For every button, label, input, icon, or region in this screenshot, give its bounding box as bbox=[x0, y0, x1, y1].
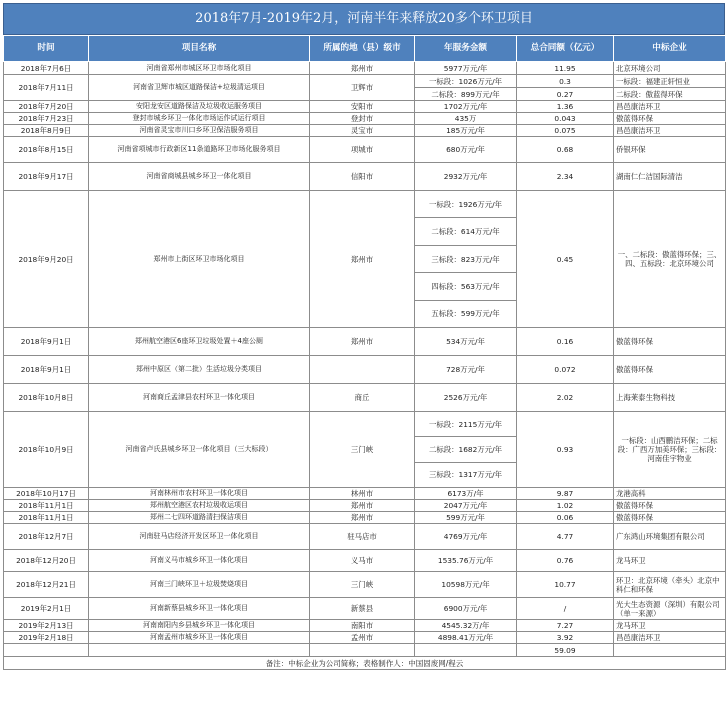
city-cell: 义马市 bbox=[310, 550, 415, 572]
contract-cell: 0.06 bbox=[517, 512, 614, 524]
city-cell: 郑州市 bbox=[310, 328, 415, 356]
fee-cell bbox=[415, 412, 517, 488]
contract-cell: 0.075 bbox=[517, 125, 614, 137]
fee-cell: 534万元/年 bbox=[415, 328, 517, 356]
date-cell: 2018年10月17日 bbox=[4, 488, 89, 500]
project-cell: 河南驻马店经济开发区环卫一体化项目 bbox=[89, 524, 310, 550]
project-cell: 安阳龙安区道路保洁及垃圾收运服务项目 bbox=[89, 101, 310, 113]
city-cell: 三门峡 bbox=[310, 412, 415, 488]
table-row bbox=[4, 191, 726, 328]
contract-cell: 9.87 bbox=[517, 488, 614, 500]
contract-cell: / bbox=[517, 598, 614, 620]
city-cell: 灵宝市 bbox=[310, 125, 415, 137]
date-cell: 2018年7月23日 bbox=[4, 113, 89, 125]
project-cell: 郑州二七四环道路清扫保洁项目 bbox=[89, 512, 310, 524]
fee-cell: 1702万元/年 bbox=[415, 101, 517, 113]
table-row bbox=[4, 412, 726, 488]
header-row bbox=[4, 36, 726, 62]
fee-cell: 599万元/年 bbox=[415, 512, 517, 524]
project-cell: 河南新蔡县城乡环卫一体化项目 bbox=[89, 598, 310, 620]
table-row bbox=[4, 620, 726, 632]
total-row bbox=[4, 644, 726, 657]
winner-cell: 傲蓝得环保 bbox=[614, 512, 726, 524]
contract-cell: 0.76 bbox=[517, 550, 614, 572]
project-cell: 郑州中原区（第二批）生活垃圾分类项目 bbox=[89, 356, 310, 384]
winner-cell: 傲蓝得环保 bbox=[614, 356, 726, 384]
winner-cell: 侨银环保 bbox=[614, 137, 726, 163]
winner-cell: 傲蓝得环保 bbox=[614, 328, 726, 356]
city-cell: 南阳市 bbox=[310, 620, 415, 632]
date-cell: 2018年8月15日 bbox=[4, 137, 89, 163]
date-cell: 2018年7月6日 bbox=[4, 62, 89, 75]
table-row bbox=[4, 101, 726, 113]
table-row bbox=[4, 113, 726, 125]
city-cell: 三门峡 bbox=[310, 572, 415, 598]
date-cell: 2018年7月11日 bbox=[4, 75, 89, 101]
city-cell: 安阳市 bbox=[310, 101, 415, 113]
table-row bbox=[4, 356, 726, 384]
date-cell: 2019年2月1日 bbox=[4, 598, 89, 620]
winner-cell: 上海莱泰生物科技 bbox=[614, 384, 726, 412]
city-cell: 登封市 bbox=[310, 113, 415, 125]
city-cell bbox=[310, 356, 415, 384]
table-title: 2018年7月-2019年2月，河南半年来释放20多个环卫项目 bbox=[3, 3, 725, 35]
city-cell: 郑州市 bbox=[310, 191, 415, 328]
winner-cell: 昌邑康洁环卫 bbox=[614, 632, 726, 644]
project-cell: 郑州航空港区农村垃圾收运项目 bbox=[89, 500, 310, 512]
project-cell: 河南南阳内乡县城乡环卫一体化项目 bbox=[89, 620, 310, 632]
date-cell: 2018年9月20日 bbox=[4, 191, 89, 328]
contract-cell: 11.95 bbox=[517, 62, 614, 75]
date-cell: 2018年11月1日 bbox=[4, 512, 89, 524]
winner-cell: 龙马环卫 bbox=[614, 550, 726, 572]
winner-cell: 北京环境公司 bbox=[614, 62, 726, 75]
winner-cell: 湖南仁仁洁国际清洁 bbox=[614, 163, 726, 191]
table-row bbox=[4, 572, 726, 598]
fee-cell: 2932万元/年 bbox=[415, 163, 517, 191]
city-cell: 郑州市 bbox=[310, 512, 415, 524]
project-cell: 河南省卢氏县城乡环卫一体化项目（三大标段） bbox=[89, 412, 310, 488]
header-city: 所属的地（县）级市 bbox=[310, 36, 415, 62]
total-blank bbox=[4, 644, 89, 657]
fee-segment: 三标段：823万元/年 bbox=[415, 246, 516, 273]
date-cell: 2018年12月21日 bbox=[4, 572, 89, 598]
project-cell: 郑州航空港区6座环卫垃圾处置＋4座公厕 bbox=[89, 328, 310, 356]
contract-cell: 1.36 bbox=[517, 101, 614, 113]
total-blank bbox=[614, 644, 726, 657]
winner-cell: 广东鸿山环境集团有限公司 bbox=[614, 524, 726, 550]
fee-cell: 一标段：1026万元/年 bbox=[415, 75, 517, 88]
winner-cell: 昌邑康洁环卫 bbox=[614, 125, 726, 137]
table-row bbox=[4, 384, 726, 412]
contract-cell: 2.34 bbox=[517, 163, 614, 191]
project-cell: 河南义马市城乡环卫一体化项目 bbox=[89, 550, 310, 572]
project-cell: 登封市城乡环卫一体化市场运作试运行项目 bbox=[89, 113, 310, 125]
fee-segment: 三标段：1317万元/年 bbox=[428, 470, 503, 480]
date-cell: 2018年10月8日 bbox=[4, 384, 89, 412]
fee-cell: 6173万/年 bbox=[415, 488, 517, 500]
city-cell: 郑州市 bbox=[310, 500, 415, 512]
fee-cell: 6900万元/年 bbox=[415, 598, 517, 620]
project-cell: 河南林州市农村环卫一体化项目 bbox=[89, 488, 310, 500]
projects-table bbox=[3, 35, 726, 670]
total-blank bbox=[89, 644, 310, 657]
header-contract: 总合同额（亿元） bbox=[517, 36, 614, 62]
contract-cell: 0.043 bbox=[517, 113, 614, 125]
contract-cell: 7.27 bbox=[517, 620, 614, 632]
table-row bbox=[4, 524, 726, 550]
winner-cell: 一标段：山西鹏洁环保；二标段：广西万加美环保；三标段：河南佳宇物业 bbox=[614, 412, 726, 488]
project-cell: 河南省郑州市城区环卫市场化项目 bbox=[89, 62, 310, 75]
winner-cell: 环卫：北京环境（牵头）北京中科仁和环保 bbox=[614, 572, 726, 598]
city-cell: 信阳市 bbox=[310, 163, 415, 191]
project-cell: 河南商丘孟津县农村环卫一体化项目 bbox=[89, 384, 310, 412]
date-cell: 2019年2月18日 bbox=[4, 632, 89, 644]
fee-segment: 一标段：2115万元/年 bbox=[415, 412, 516, 437]
fee-segment: 四标段：563万元/年 bbox=[415, 273, 516, 300]
fee-cell bbox=[415, 191, 517, 328]
contract-cell: 0.3 bbox=[517, 75, 614, 88]
table-row bbox=[4, 328, 726, 356]
project-cell: 河南省项城市行政新区11条道路环卫市场化服务项目 bbox=[89, 137, 310, 163]
fee-cell: 435万 bbox=[415, 113, 517, 125]
date-cell: 2018年7月20日 bbox=[4, 101, 89, 113]
city-cell: 项城市 bbox=[310, 137, 415, 163]
total-blank bbox=[310, 644, 415, 657]
fee-segment: 二标段：614万元/年 bbox=[415, 218, 516, 245]
table-row bbox=[4, 125, 726, 137]
city-cell: 商丘 bbox=[310, 384, 415, 412]
project-cell: 河南省卫辉市城区道路保洁+垃圾清运项目 bbox=[89, 75, 310, 101]
table-row bbox=[4, 632, 726, 644]
contract-cell: 4.77 bbox=[517, 524, 614, 550]
winner-cell: 光大生态资源（深圳）有限公司（单一来源） bbox=[614, 598, 726, 620]
fee-cell: 1535.76万元/年 bbox=[415, 550, 517, 572]
fee-cell: 728万元/年 bbox=[415, 356, 517, 384]
header-winner: 中标企业 bbox=[614, 36, 726, 62]
fee-segment: 一标段：1926万元/年 bbox=[415, 191, 516, 218]
city-cell: 孟州市 bbox=[310, 632, 415, 644]
contract-cell: 2.02 bbox=[517, 384, 614, 412]
fee-cell: 4545.32万/年 bbox=[415, 620, 517, 632]
fee-cell: 10598万元/年 bbox=[415, 572, 517, 598]
fee-cell: 185万元/年 bbox=[415, 125, 517, 137]
header-date: 时间 bbox=[4, 36, 89, 62]
table-row bbox=[4, 598, 726, 620]
fee-cell: 4898.41万元/年 bbox=[415, 632, 517, 644]
fee-cell: 2047万元/年 bbox=[415, 500, 517, 512]
date-cell: 2018年9月17日 bbox=[4, 163, 89, 191]
project-cell: 河南省灵宝市川口乡环卫保洁服务项目 bbox=[89, 125, 310, 137]
table-row bbox=[4, 512, 726, 524]
winner-cell: 二标段：傲蓝得环保 bbox=[614, 88, 726, 101]
contract-cell: 3.92 bbox=[517, 632, 614, 644]
project-cell: 河南孟州市城乡环卫一体化项目 bbox=[89, 632, 310, 644]
date-cell: 2018年10月9日 bbox=[4, 412, 89, 488]
total-blank bbox=[415, 644, 517, 657]
header-annual-fee: 年服务金额 bbox=[415, 36, 517, 62]
fee-cell: 5977万元/年 bbox=[415, 62, 517, 75]
winner-cell: 傲蓝得环保 bbox=[614, 113, 726, 125]
city-cell: 林州市 bbox=[310, 488, 415, 500]
contract-cell: 0.072 bbox=[517, 356, 614, 384]
note-row bbox=[4, 657, 726, 670]
contract-cell: 0.93 bbox=[517, 412, 614, 488]
fee-cell: 4769万元/年 bbox=[415, 524, 517, 550]
winner-cell: 龙马环卫 bbox=[614, 620, 726, 632]
table-row bbox=[4, 550, 726, 572]
winner-cell: 龙港高科 bbox=[614, 488, 726, 500]
winner-cell: 一、二标段：傲蓝得环保；三、四、五标段：北京环境公司 bbox=[614, 191, 726, 328]
table-row bbox=[4, 488, 726, 500]
city-cell: 卫辉市 bbox=[310, 75, 415, 101]
winner-cell: 昌邑康洁环卫 bbox=[614, 101, 726, 113]
date-cell: 2018年8月9日 bbox=[4, 125, 89, 137]
table-row bbox=[4, 500, 726, 512]
project-table-sheet bbox=[3, 3, 725, 670]
table-row bbox=[4, 75, 726, 88]
date-cell: 2018年9月1日 bbox=[4, 356, 89, 384]
project-cell: 河南省商城县城乡环卫一体化项目 bbox=[89, 163, 310, 191]
winner-cell: 傲蓝得环保 bbox=[614, 500, 726, 512]
contract-cell: 0.45 bbox=[517, 191, 614, 328]
contract-cell: 0.27 bbox=[517, 88, 614, 101]
winner-cell: 一标段：福建正轩恒业 bbox=[614, 75, 726, 88]
project-cell: 郑州市上街区环卫市场化项目 bbox=[89, 191, 310, 328]
city-cell: 新蔡县 bbox=[310, 598, 415, 620]
fee-segment: 二标段：1682万元/年 bbox=[415, 437, 516, 462]
table-row bbox=[4, 62, 726, 75]
fee-segment: 五标段：599万元/年 bbox=[431, 309, 500, 319]
fee-cell: 2526万元/年 bbox=[415, 384, 517, 412]
date-cell: 2018年12月20日 bbox=[4, 550, 89, 572]
header-project: 项目名称 bbox=[89, 36, 310, 62]
contract-cell: 10.77 bbox=[517, 572, 614, 598]
date-cell: 2018年9月1日 bbox=[4, 328, 89, 356]
fee-cell: 二标段：899万元/年 bbox=[415, 88, 517, 101]
contract-cell: 1.02 bbox=[517, 500, 614, 512]
date-cell: 2018年11月1日 bbox=[4, 500, 89, 512]
date-cell: 2018年12月7日 bbox=[4, 524, 89, 550]
project-cell: 河南三门峡环卫＋垃圾焚烧项目 bbox=[89, 572, 310, 598]
contract-cell: 0.16 bbox=[517, 328, 614, 356]
contract-cell: 0.68 bbox=[517, 137, 614, 163]
table-note: 备注：中标企业为公司简称；表格制作人：中国固废网/程云 bbox=[4, 657, 726, 670]
date-cell: 2019年2月13日 bbox=[4, 620, 89, 632]
city-cell: 驻马店市 bbox=[310, 524, 415, 550]
total-contract: 59.09 bbox=[517, 644, 614, 657]
city-cell: 郑州市 bbox=[310, 62, 415, 75]
fee-cell: 680万元/年 bbox=[415, 137, 517, 163]
table-row bbox=[4, 163, 726, 191]
table-row bbox=[4, 137, 726, 163]
